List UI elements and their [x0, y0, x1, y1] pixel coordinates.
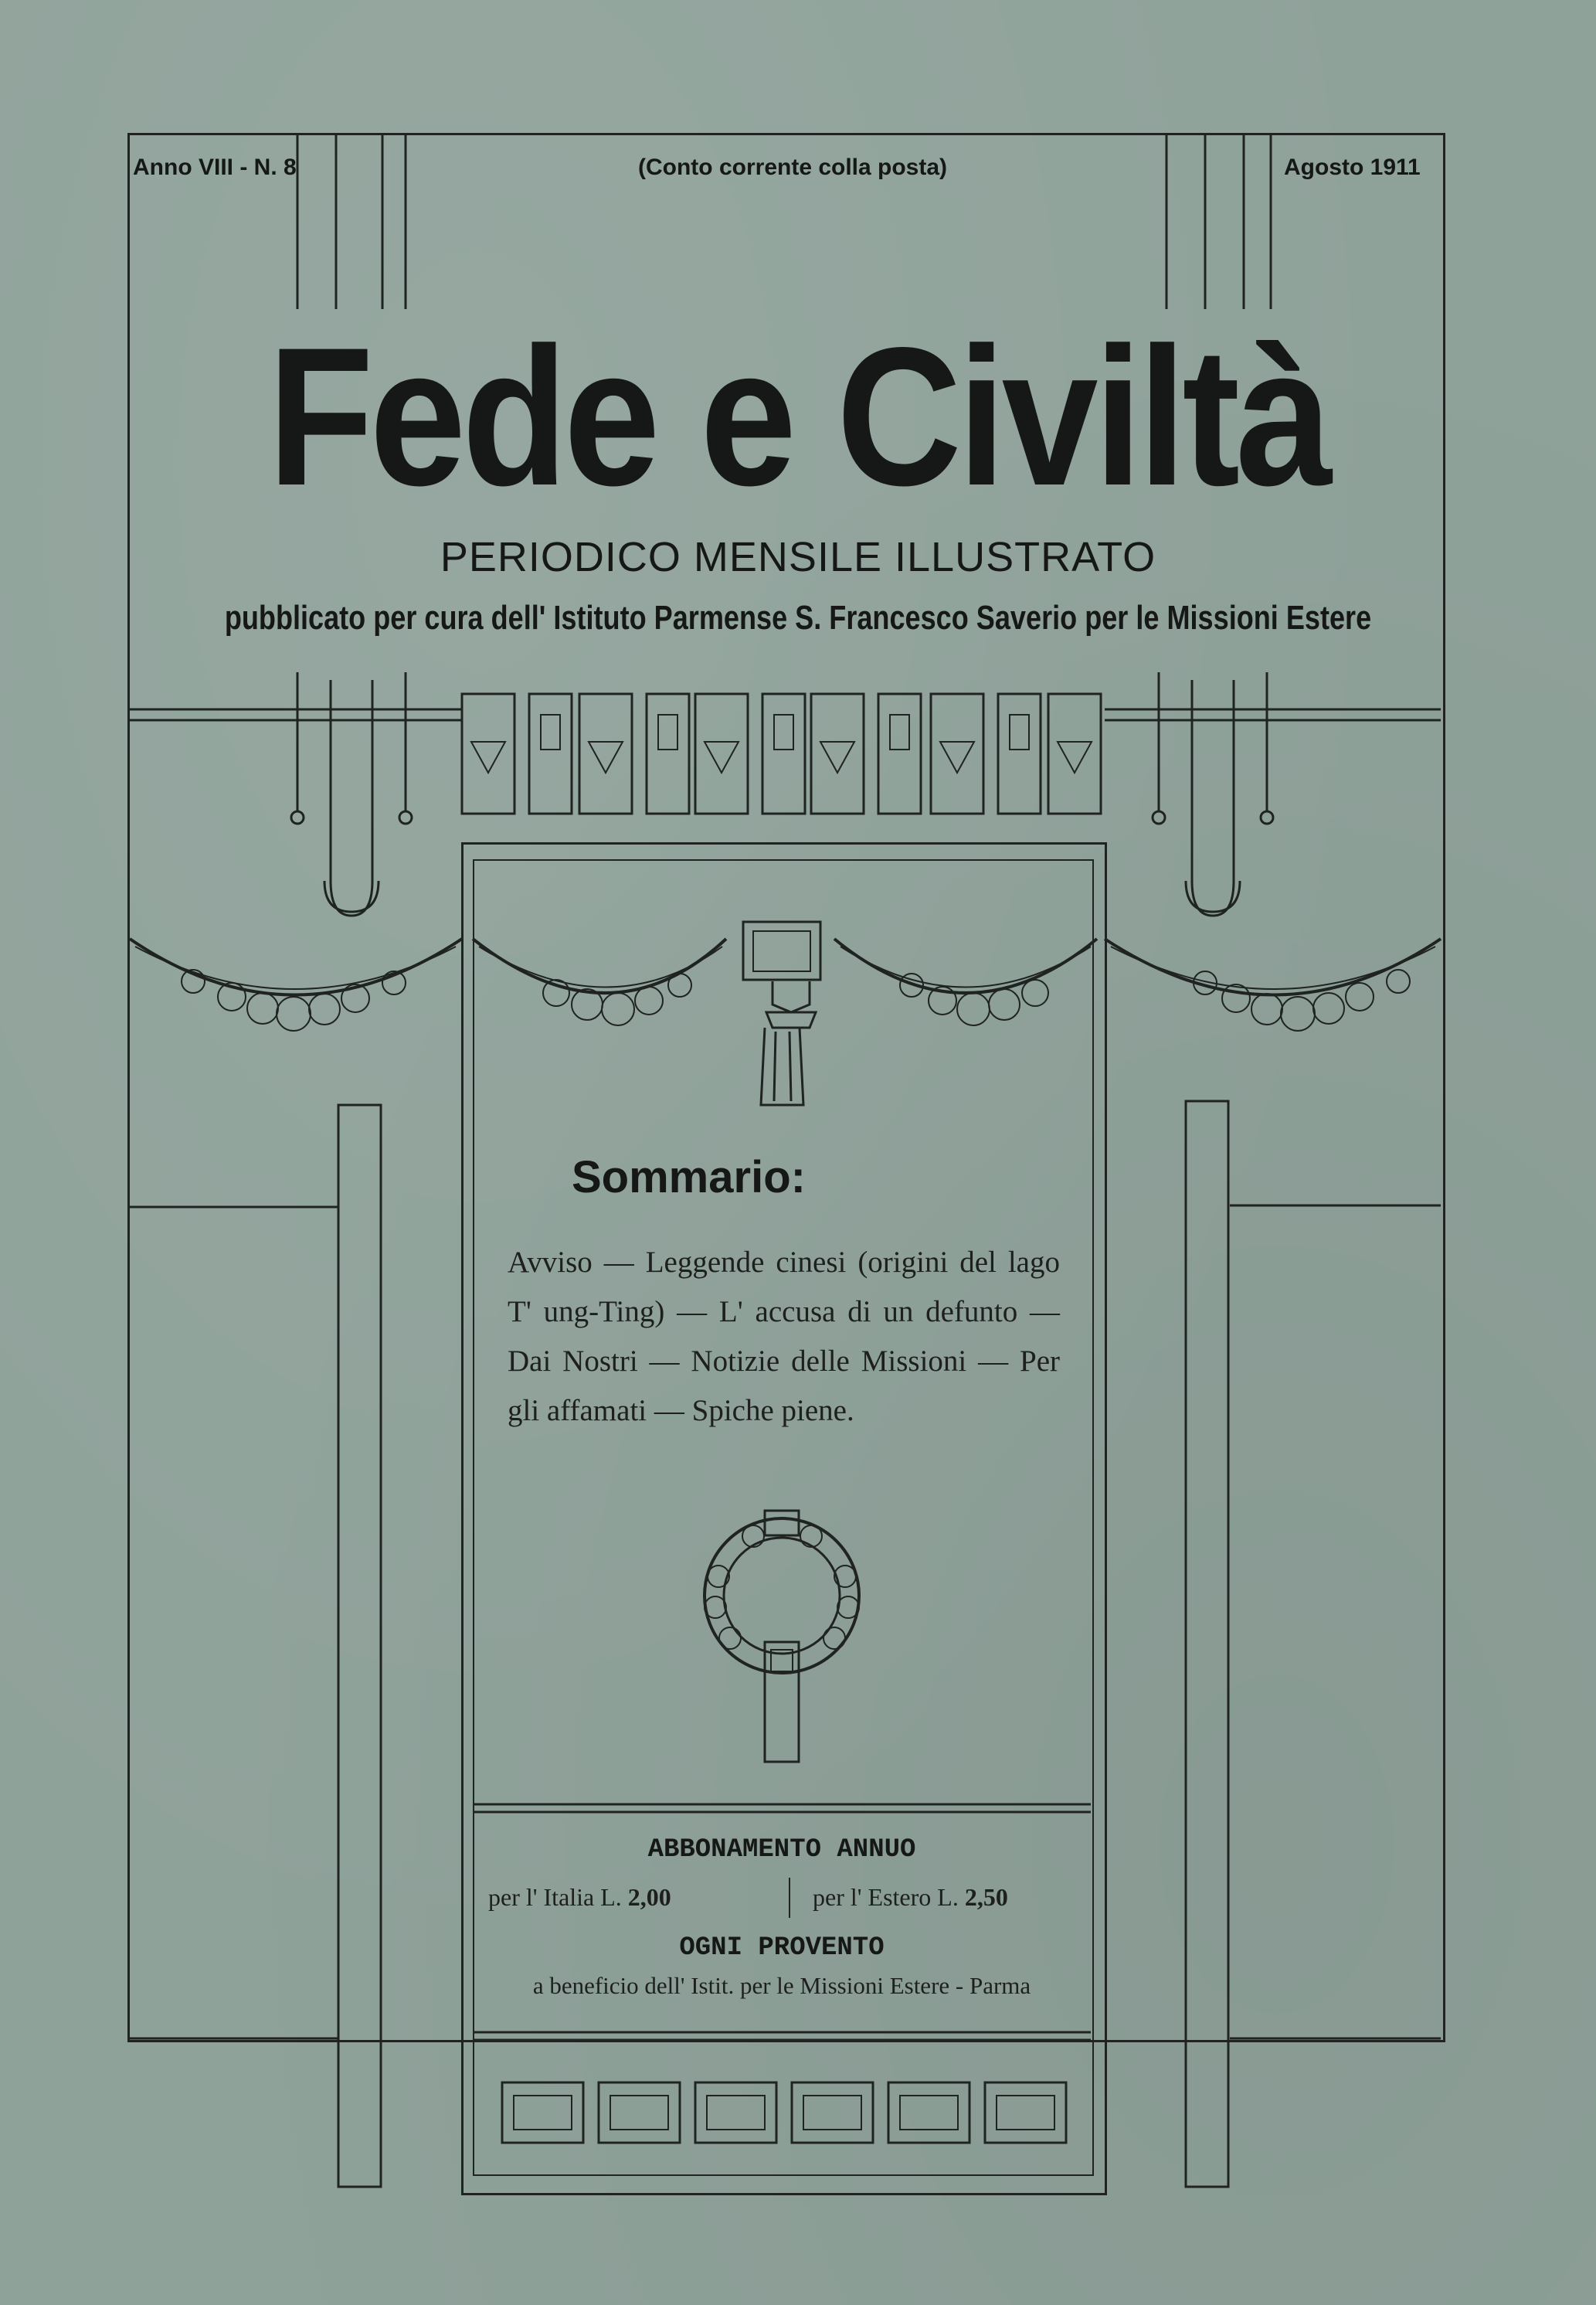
price-abroad — [813, 1883, 1008, 1912]
publisher-line: pubblicato per cura dell' Istituto Parmense S. Francesco Saverio per le Missioni Estere — [224, 599, 1372, 637]
contents-list: Avviso — Leggende cinesi (origini del lago T' ung-Ting) — L' accusa di un defunto — Dai Nostri — Notizie delle Missioni — Per gli affamati — Spiche piene. — [508, 1246, 1060, 1427]
price-italy-label: per l' Italia L. — [488, 1883, 622, 1911]
price-abroad-label: per l' Estero L. — [813, 1883, 959, 1911]
subscription-heading: ABBONAMENTO ANNUO — [647, 1835, 916, 1865]
postal-note: (Conto corrente colla posta) — [638, 155, 948, 180]
masthead-title: Fede e Civiltà — [267, 307, 1329, 527]
issue-number: Anno VIII - N. 8 — [133, 155, 297, 180]
price-italy — [488, 1883, 671, 1912]
issue-date: Agosto 1911 — [1284, 155, 1421, 180]
masthead-subtitle: PERIODICO MENSILE ILLUSTRATO — [440, 534, 1156, 580]
price-abroad-amount: 2,50 — [964, 1883, 1008, 1911]
contents-heading: Sommario: — [572, 1152, 806, 1202]
proceeds-heading: OGNI PROVENTO — [679, 1933, 885, 1963]
price-italy-amount: 2,00 — [627, 1883, 671, 1911]
beneficiary-line: a beneficio dell' Istit. per le Missioni Estere - Parma — [532, 1972, 1031, 1999]
